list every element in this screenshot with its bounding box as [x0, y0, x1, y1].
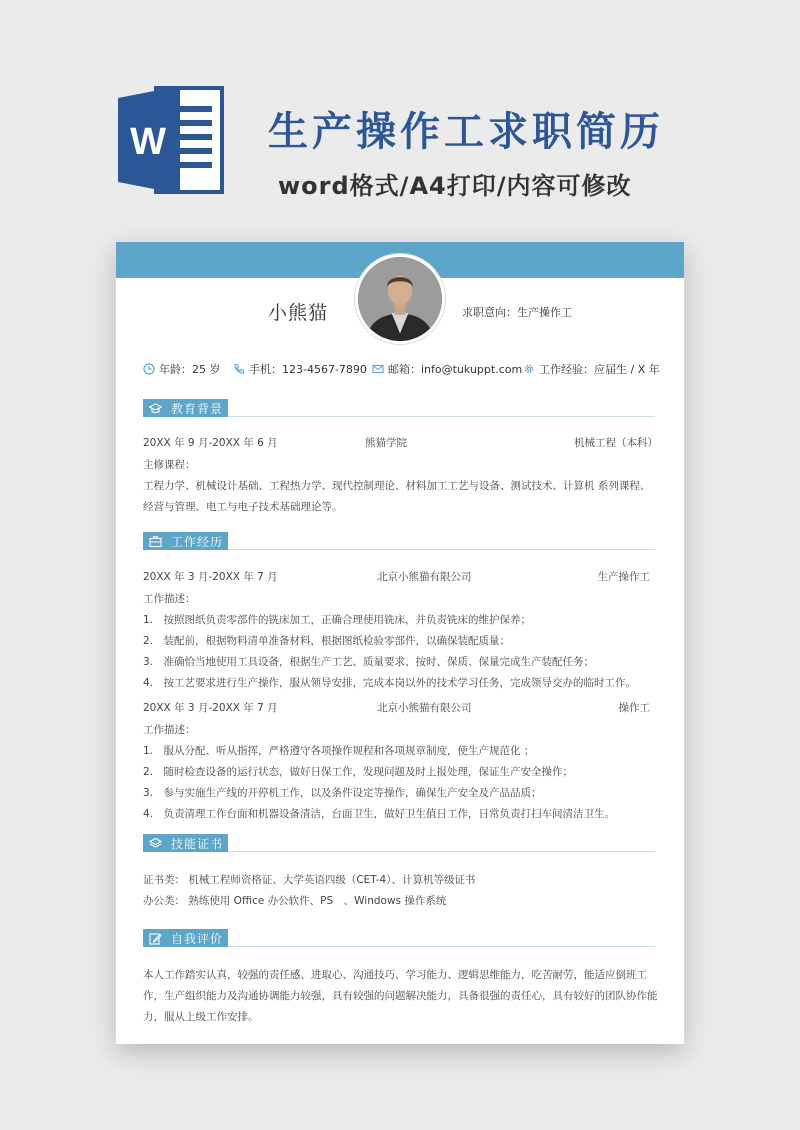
mail-icon — [372, 363, 384, 375]
email-info — [372, 361, 522, 377]
job-2-item-3: 3. 参与实施生产线的开停机工作，以及条件设定等操作，确保生产安全及产品品质； — [143, 787, 542, 799]
job-1-desc-label: 工作描述： — [143, 593, 196, 605]
job-2-title: 操作工 — [618, 702, 650, 714]
job-2-period: 20XX 年 3 月-20XX 年 7 月 — [143, 702, 278, 714]
job-2-item-4: 4. 负责清理工作台面和机器设备清洁，台面卫生，做好卫生值日工作，日常负责打扫车间清洁卫生。 — [143, 808, 616, 820]
job-1-item-1: 1. 按照图纸负责零部件的铣床加工，正确合理使用铣床，并负责铣床的维护保养； — [143, 614, 532, 626]
word-logo-letter: W — [130, 121, 166, 163]
education-section-header — [143, 399, 655, 417]
phone-info — [233, 361, 367, 377]
resume-page — [116, 242, 684, 1044]
briefcase-icon — [149, 535, 162, 548]
job-2-company: 北京小熊猫有限公司 — [377, 702, 472, 714]
section-divider — [228, 851, 655, 852]
education-row — [143, 436, 658, 450]
experience-text: 工作经验：应届生 / X 年 — [539, 363, 660, 376]
job-1-item-4: 4. 按工艺要求进行生产操作，服从领导安排，完成本岗以外的技术学习任务，完成领导交办的临时工作。 — [143, 677, 637, 689]
work-section-header — [143, 532, 655, 550]
avatar — [355, 254, 445, 344]
education-school: 熊猫学院 — [365, 437, 407, 449]
courses-label: 主修课程： — [143, 459, 196, 471]
experience-info — [523, 361, 660, 377]
section-divider — [228, 549, 655, 550]
education-heading: 教育背景 — [171, 401, 224, 416]
edit-icon — [149, 932, 162, 945]
job-1-period: 20XX 年 3 月-20XX 年 7 月 — [143, 571, 278, 583]
job-2-item-1: 1. 服从分配、听从指挥，严格遵守各项操作规程和各项规章制度，使生产规范化 ； — [143, 745, 535, 757]
phone-icon — [233, 363, 245, 375]
candidate-name: 小熊猫 — [268, 302, 329, 324]
education-period: 20XX 年 9 月-20XX 年 6 月 — [143, 437, 278, 449]
layers-icon — [149, 837, 162, 850]
age-text: 年龄：25 岁 — [159, 363, 221, 376]
section-divider — [228, 416, 655, 417]
education-major: 机械工程（本科） — [574, 437, 658, 449]
skills-section-header — [143, 834, 655, 852]
work-heading: 工作经历 — [171, 534, 224, 549]
evaluation-heading: 自我评价 — [171, 931, 224, 946]
job-1-item-2: 2. 装配前，根据物料清单准备材料，根据图纸检验零部件，以确保装配质量； — [143, 635, 511, 647]
graduation-cap-icon — [149, 402, 162, 415]
job-1-title: 生产操作工 — [597, 571, 650, 583]
gear-icon — [523, 363, 535, 375]
job-2-item-2: 2. 随时检查设备的运行状态，做好日保工作，发现问题及时上报处理，保证生产安全操作； — [143, 766, 574, 778]
courses-line-1: 工程力学、机械设计基础、工程热力学、现代控制理论、材料加工工艺与设备、测试技术、计算机 系列课程、 — [143, 480, 651, 492]
skills-heading: 技能证书 — [171, 836, 224, 851]
evaluation-text: 本人工作踏实认真，较强的责任感、进取心、沟通技巧、学习能力、逻辑思维能力，吃苦耐劳，能适应倒班工作，生产组织能力及沟通协调能力较强，具有较强的问题解决能力，具备很强的责任心，具有较好的团队协作能力，服从上级工作安排。 — [143, 969, 658, 1023]
job-intent: 求职意向：生产操作工 — [462, 306, 572, 319]
basic-info-row — [143, 361, 673, 377]
email-text: 邮箱：info@tukuppt.com — [388, 363, 523, 376]
evaluation-section-header — [143, 929, 655, 947]
job-1-company: 北京小熊猫有限公司 — [377, 571, 472, 583]
section-divider — [228, 946, 655, 947]
banner-subtitle: word格式/A4打印/内容可修改 — [278, 172, 632, 200]
job-1-row — [143, 570, 658, 584]
job-2-desc-label: 工作描述： — [143, 724, 196, 736]
skills-cert: 证书类： 机械工程师资格证、大学英语四级（CET-4）、计算机等级证书 — [143, 874, 476, 886]
banner-title: 生产操作工求职简历 — [268, 109, 664, 155]
job-2-row — [143, 701, 658, 715]
job-1-item-3: 3. 准确恰当地使用工具设备，根据生产工艺、质量要求、按时、保质、保量完成生产装配任务； — [143, 656, 595, 668]
courses-line-2: 经营与管理、电工与电子技术基础理论等。 — [143, 501, 343, 513]
word-logo-icon — [118, 84, 226, 196]
phone-text: 手机：123-4567-7890 — [249, 363, 367, 376]
clock-icon — [143, 363, 155, 375]
skills-office: 办公类： 熟练使用 Office 办公软件、PS 、Windows 操作系统 — [143, 895, 447, 907]
age-info — [143, 361, 221, 377]
